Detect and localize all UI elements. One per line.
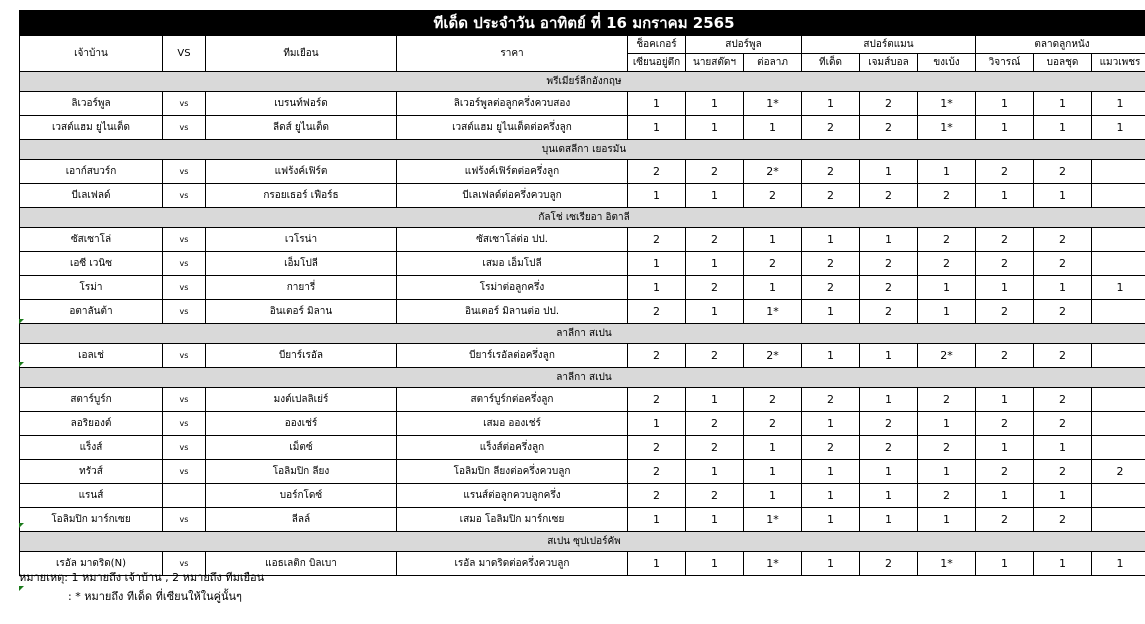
tip-cell: 2 bbox=[976, 460, 1034, 484]
price-line: ซัสเซาโล่ต่อ ปป. bbox=[397, 228, 628, 252]
header-group-talad: ตลาดลูกหนัง bbox=[976, 36, 1145, 54]
header-group-sportpool: สปอร์พูล bbox=[686, 36, 802, 54]
tip-cell: 1 bbox=[744, 436, 802, 460]
tip-cell: 2 bbox=[976, 160, 1034, 184]
tip-cell: 2 bbox=[802, 116, 860, 140]
tip-cell: 2 bbox=[860, 412, 918, 436]
header-vs: VS bbox=[163, 36, 206, 72]
header-tipster: นายสต๊ดฯ bbox=[686, 54, 744, 72]
tip-cell: 2 bbox=[628, 460, 686, 484]
header-tipster: ต่อลาภ bbox=[744, 54, 802, 72]
match-row bbox=[20, 252, 1145, 276]
tip-cell: 2* bbox=[918, 344, 976, 368]
tip-cell: 2 bbox=[976, 344, 1034, 368]
league-name: พรีเมียร์ลีกอังกฤษ bbox=[20, 72, 1145, 92]
tip-cell: 2 bbox=[628, 344, 686, 368]
away-team: แอธเลติก บิลเบา bbox=[206, 552, 397, 576]
tip-cell: 2 bbox=[1034, 412, 1092, 436]
tip-cell: 1 bbox=[860, 228, 918, 252]
header-price: ราคา bbox=[397, 36, 628, 72]
home-team: ทรัวส์ bbox=[20, 460, 163, 484]
tip-cell: 2 bbox=[860, 552, 918, 576]
tip-cell: 2 bbox=[976, 412, 1034, 436]
note-legend: หมายเหตุ: 1 หมายถึง เจ้าบ้าน , 2 หมายถึง ทีมเยือน bbox=[19, 571, 265, 584]
tip-cell: 1 bbox=[744, 484, 802, 508]
tip-cell: 1 bbox=[802, 460, 860, 484]
tip-cell: 1 bbox=[976, 276, 1034, 300]
tip-cell: 2 bbox=[744, 184, 802, 208]
tip-cell: 1 bbox=[686, 300, 744, 324]
tip-cell: 2 bbox=[918, 388, 976, 412]
tip-cell bbox=[1092, 484, 1145, 508]
tip-cell: 1 bbox=[802, 552, 860, 576]
home-team: ลิเวอร์พูล bbox=[20, 92, 163, 116]
tip-cell: 2 bbox=[802, 276, 860, 300]
tip-cell: 1 bbox=[686, 388, 744, 412]
header-group-sportsman: สปอร์ตแมน bbox=[802, 36, 976, 54]
cell-comment-marker bbox=[19, 586, 24, 591]
away-team: กายารี่ bbox=[206, 276, 397, 300]
tip-cell: 2 bbox=[860, 276, 918, 300]
match-row bbox=[20, 184, 1145, 208]
price-line: โอลิมปิก ลียงต่อครึ่งควบลูก bbox=[397, 460, 628, 484]
price-line: สตาร์บูร์กต่อครึ่งลูก bbox=[397, 388, 628, 412]
tip-cell: 1 bbox=[628, 276, 686, 300]
home-team: อตาลันต้า bbox=[20, 300, 163, 324]
header-tipster: บอลชุด bbox=[1034, 54, 1092, 72]
league-row bbox=[20, 140, 1145, 160]
tip-cell: 2 bbox=[686, 436, 744, 460]
vs-label: vs bbox=[163, 252, 206, 276]
tip-cell: 1 bbox=[686, 116, 744, 140]
league-name: บุนเดสลีกา เยอรมัน bbox=[20, 140, 1145, 160]
vs-label: vs bbox=[163, 276, 206, 300]
tip-cell: 2 bbox=[744, 388, 802, 412]
tips-table bbox=[19, 10, 1145, 576]
vs-label: vs bbox=[163, 184, 206, 208]
tip-cell: 2 bbox=[918, 436, 976, 460]
tip-cell: 1 bbox=[976, 116, 1034, 140]
tip-cell: 2 bbox=[918, 184, 976, 208]
match-row bbox=[20, 484, 1145, 508]
vs-label: vs bbox=[163, 344, 206, 368]
tip-cell: 1 bbox=[744, 460, 802, 484]
price-line: โรม่าต่อลูกครึ่ง bbox=[397, 276, 628, 300]
match-row bbox=[20, 460, 1145, 484]
tip-cell: 2 bbox=[628, 484, 686, 508]
price-line: ลิเวอร์พูลต่อลูกครึ่งควบสอง bbox=[397, 92, 628, 116]
tip-cell: 2 bbox=[628, 228, 686, 252]
tip-cell: 1 bbox=[628, 184, 686, 208]
price-line: บีเลเฟลด์ต่อครึ่งควบลูก bbox=[397, 184, 628, 208]
away-team: ลีดส์ ยูไนเต็ด bbox=[206, 116, 397, 140]
tips-body bbox=[20, 72, 1145, 576]
cell-comment-marker bbox=[19, 319, 24, 324]
away-team: แฟร้งค์เฟิร์ต bbox=[206, 160, 397, 184]
tip-cell: 2 bbox=[1034, 460, 1092, 484]
tip-cell bbox=[1092, 344, 1145, 368]
tip-cell: 2 bbox=[1092, 460, 1145, 484]
away-team: โอลิมปิก ลียง bbox=[206, 460, 397, 484]
league-name: ลาลีกา สเปน bbox=[20, 324, 1145, 344]
price-line: เสมอ เอ็มโปลี bbox=[397, 252, 628, 276]
tip-cell: 1 bbox=[628, 552, 686, 576]
cell-comment-marker bbox=[19, 362, 24, 367]
header-tipster: เซียนอยู่ตึก bbox=[628, 54, 686, 72]
tip-cell: 1 bbox=[802, 412, 860, 436]
tip-cell: 1 bbox=[1034, 484, 1092, 508]
home-team: เวสต์แฮม ยูไนเต็ด bbox=[20, 116, 163, 140]
header-away: ทีมเยือน bbox=[206, 36, 397, 72]
tip-cell: 2 bbox=[860, 252, 918, 276]
tip-cell: 1 bbox=[802, 92, 860, 116]
away-team: เอ็มโปลี bbox=[206, 252, 397, 276]
tip-cell: 2 bbox=[628, 160, 686, 184]
vs-label: vs bbox=[163, 412, 206, 436]
home-team: แรนส์ bbox=[20, 484, 163, 508]
tip-cell: 2 bbox=[1034, 252, 1092, 276]
league-row bbox=[20, 368, 1145, 388]
match-row bbox=[20, 116, 1145, 140]
tip-cell: 1 bbox=[744, 228, 802, 252]
away-team: บอร์กโดซ์ bbox=[206, 484, 397, 508]
tip-cell: 1* bbox=[918, 552, 976, 576]
tip-cell bbox=[1092, 160, 1145, 184]
tip-cell: 1 bbox=[1092, 116, 1145, 140]
tip-cell: 2 bbox=[686, 484, 744, 508]
tip-cell: 1 bbox=[918, 460, 976, 484]
away-team: มงต์เปลลิเย่ร์ bbox=[206, 388, 397, 412]
home-team: เอาก์สบวร์ก bbox=[20, 160, 163, 184]
tip-cell: 1 bbox=[744, 116, 802, 140]
tip-cell: 1 bbox=[1034, 184, 1092, 208]
notes bbox=[19, 568, 264, 606]
match-row bbox=[20, 436, 1145, 460]
tip-cell: 2 bbox=[802, 436, 860, 460]
vs-label: vs bbox=[163, 116, 206, 140]
tip-cell: 1 bbox=[686, 252, 744, 276]
league-row bbox=[20, 72, 1145, 92]
tip-cell: 1* bbox=[918, 116, 976, 140]
header-tipster: เจมส์บอล bbox=[860, 54, 918, 72]
tip-cell: 1 bbox=[744, 276, 802, 300]
tip-cell: 2* bbox=[744, 344, 802, 368]
league-name: ลาลีกา สเปน bbox=[20, 368, 1145, 388]
price-line: เวสต์แฮม ยูไนเต็ดต่อครึ่งลูก bbox=[397, 116, 628, 140]
note-star: : * หมายถึง ทีเด็ด ที่เซียนให้ในคู่นั้นๆ bbox=[68, 590, 242, 603]
home-team: บีเลเฟลด์ bbox=[20, 184, 163, 208]
price-line: บียาร์เรอัลต่อครึ่งลูก bbox=[397, 344, 628, 368]
tip-cell bbox=[1092, 252, 1145, 276]
tip-cell: 1 bbox=[686, 460, 744, 484]
tip-cell: 2 bbox=[686, 344, 744, 368]
match-row bbox=[20, 300, 1145, 324]
tip-cell: 1 bbox=[976, 388, 1034, 412]
tip-cell bbox=[1092, 228, 1145, 252]
tip-cell: 2 bbox=[976, 508, 1034, 532]
tips-sheet bbox=[19, 10, 1141, 576]
tip-cell bbox=[1092, 184, 1145, 208]
tip-cell: 1 bbox=[686, 552, 744, 576]
tip-cell: 1 bbox=[860, 460, 918, 484]
tip-cell: 1 bbox=[1034, 276, 1092, 300]
away-team: เวโรน่า bbox=[206, 228, 397, 252]
tip-cell: 1 bbox=[686, 92, 744, 116]
tip-cell: 1 bbox=[1034, 92, 1092, 116]
header-tipster: แมวเพชร bbox=[1092, 54, 1145, 72]
vs-label: vs bbox=[163, 228, 206, 252]
tip-cell: 1 bbox=[976, 484, 1034, 508]
away-team: อินเตอร์ มิลาน bbox=[206, 300, 397, 324]
tip-cell: 1* bbox=[744, 508, 802, 532]
tip-cell: 1 bbox=[976, 184, 1034, 208]
home-team: เอลเช่ bbox=[20, 344, 163, 368]
tip-cell: 1 bbox=[860, 160, 918, 184]
away-team: กรอยเธอร์ เฟือร์ธ bbox=[206, 184, 397, 208]
tip-cell: 2 bbox=[802, 252, 860, 276]
tip-cell: 1 bbox=[918, 276, 976, 300]
home-team: เรอัล มาดริด(N) bbox=[20, 552, 163, 576]
tip-cell: 1 bbox=[802, 228, 860, 252]
tip-cell: 1 bbox=[802, 484, 860, 508]
league-row bbox=[20, 532, 1145, 552]
price-line: เสมอ โอลิมปิก มาร์กเซย bbox=[397, 508, 628, 532]
tip-cell: 2 bbox=[976, 252, 1034, 276]
tip-cell: 2 bbox=[686, 228, 744, 252]
tip-cell: 1 bbox=[918, 300, 976, 324]
page-title: ทีเด็ด ประจำวัน อาทิตย์ ที่ 16 มกราคม 2565 bbox=[20, 11, 1145, 36]
tip-cell: 1 bbox=[686, 508, 744, 532]
tip-cell: 2 bbox=[802, 184, 860, 208]
tip-cell: 2 bbox=[1034, 344, 1092, 368]
tip-cell: 2 bbox=[628, 388, 686, 412]
tip-cell: 1 bbox=[802, 508, 860, 532]
tip-cell: 2 bbox=[686, 412, 744, 436]
price-line: แร็งส์ต่อครึ่งลูก bbox=[397, 436, 628, 460]
tip-cell: 2 bbox=[860, 300, 918, 324]
tip-cell: 1* bbox=[744, 92, 802, 116]
match-row bbox=[20, 228, 1145, 252]
vs-label: vs bbox=[163, 388, 206, 412]
league-name: กัลโช่ เซเรียอา อิตาลี bbox=[20, 208, 1145, 228]
tip-cell: 1 bbox=[860, 344, 918, 368]
price-line: เรอัล มาดริดต่อครึ่งควบลูก bbox=[397, 552, 628, 576]
tip-cell bbox=[1092, 436, 1145, 460]
tip-cell: 1* bbox=[918, 92, 976, 116]
tip-cell: 1 bbox=[1092, 92, 1145, 116]
tip-cell bbox=[1092, 300, 1145, 324]
home-team: ลอริยองต์ bbox=[20, 412, 163, 436]
tip-cell: 2 bbox=[860, 92, 918, 116]
vs-label: vs bbox=[163, 300, 206, 324]
tip-cell: 1 bbox=[860, 508, 918, 532]
tip-cell: 2 bbox=[976, 300, 1034, 324]
tip-cell bbox=[1092, 508, 1145, 532]
tip-cell: 2 bbox=[1034, 160, 1092, 184]
tip-cell: 1 bbox=[1034, 116, 1092, 140]
tip-cell: 1 bbox=[918, 412, 976, 436]
league-name: สเปน ซุปเปอร์คัพ bbox=[20, 532, 1145, 552]
tip-cell bbox=[1092, 412, 1145, 436]
tip-cell: 1 bbox=[802, 300, 860, 324]
header-tipster: ขงเบ้ง bbox=[918, 54, 976, 72]
match-row bbox=[20, 276, 1145, 300]
header-home: เจ้าบ้าน bbox=[20, 36, 163, 72]
vs-label: vs bbox=[163, 160, 206, 184]
away-team: เบรนท์ฟอร์ด bbox=[206, 92, 397, 116]
home-team: แร็งส์ bbox=[20, 436, 163, 460]
home-team: เอซี เวนิซ bbox=[20, 252, 163, 276]
tip-cell: 1 bbox=[628, 92, 686, 116]
tip-cell: 1* bbox=[744, 300, 802, 324]
match-row bbox=[20, 92, 1145, 116]
tip-cell: 1 bbox=[628, 116, 686, 140]
tip-cell: 2 bbox=[686, 276, 744, 300]
tip-cell: 2* bbox=[744, 160, 802, 184]
tip-cell: 2 bbox=[860, 184, 918, 208]
tip-cell: 1 bbox=[976, 92, 1034, 116]
tip-cell: 1 bbox=[1034, 552, 1092, 576]
tip-cell: 1 bbox=[1034, 436, 1092, 460]
header-group-shocker: ช็อคเกอร์ bbox=[628, 36, 686, 54]
home-team: โรม่า bbox=[20, 276, 163, 300]
tip-cell: 1 bbox=[628, 252, 686, 276]
tip-cell bbox=[1092, 388, 1145, 412]
tip-cell: 2 bbox=[1034, 300, 1092, 324]
price-line: อินเตอร์ มิลานต่อ ปป. bbox=[397, 300, 628, 324]
price-line: แรนส์ต่อลูกควบลูกครึ่ง bbox=[397, 484, 628, 508]
vs-label: vs bbox=[163, 508, 206, 532]
tip-cell: 2 bbox=[686, 160, 744, 184]
price-line: เสมอ อองเช่ร์ bbox=[397, 412, 628, 436]
vs-label bbox=[163, 484, 206, 508]
price-line: แฟร้งค์เฟิร์ตต่อครึ่งลูก bbox=[397, 160, 628, 184]
home-team: ซัสเซาโล่ bbox=[20, 228, 163, 252]
vs-label: vs bbox=[163, 460, 206, 484]
tip-cell: 2 bbox=[802, 160, 860, 184]
tip-cell: 2 bbox=[1034, 388, 1092, 412]
match-row bbox=[20, 412, 1145, 436]
match-row bbox=[20, 344, 1145, 368]
tip-cell: 1 bbox=[1092, 552, 1145, 576]
tip-cell: 2 bbox=[976, 228, 1034, 252]
tip-cell: 1 bbox=[1092, 276, 1145, 300]
tip-cell: 1 bbox=[918, 508, 976, 532]
vs-label: vs bbox=[163, 92, 206, 116]
tip-cell: 2 bbox=[860, 116, 918, 140]
tip-cell: 2 bbox=[918, 484, 976, 508]
away-team: อองเช่ร์ bbox=[206, 412, 397, 436]
tip-cell: 2 bbox=[628, 300, 686, 324]
tip-cell: 1 bbox=[628, 508, 686, 532]
home-team: สตาร์บูร์ก bbox=[20, 388, 163, 412]
match-row bbox=[20, 160, 1145, 184]
tip-cell: 1 bbox=[802, 344, 860, 368]
vs-label: vs bbox=[163, 436, 206, 460]
tip-cell: 2 bbox=[1034, 508, 1092, 532]
tip-cell: 1 bbox=[686, 184, 744, 208]
tip-cell: 1 bbox=[860, 388, 918, 412]
tip-cell: 1 bbox=[628, 412, 686, 436]
away-team: ลีลล์ bbox=[206, 508, 397, 532]
away-team: บียาร์เรอัล bbox=[206, 344, 397, 368]
vs-label: vs bbox=[163, 552, 206, 576]
cell-comment-marker bbox=[19, 523, 24, 528]
tip-cell: 2 bbox=[918, 252, 976, 276]
tip-cell: 2 bbox=[744, 252, 802, 276]
tip-cell: 2 bbox=[918, 228, 976, 252]
tip-cell: 2 bbox=[628, 436, 686, 460]
league-row bbox=[20, 208, 1145, 228]
tip-cell: 1* bbox=[744, 552, 802, 576]
tip-cell: 1 bbox=[976, 552, 1034, 576]
match-row bbox=[20, 508, 1145, 532]
tip-cell: 2 bbox=[860, 436, 918, 460]
away-team: เม็ตซ์ bbox=[206, 436, 397, 460]
header-tipster: วิจารณ์ bbox=[976, 54, 1034, 72]
league-row bbox=[20, 324, 1145, 344]
tip-cell: 2 bbox=[744, 412, 802, 436]
header-tipster: ทีเด็ด bbox=[802, 54, 860, 72]
tip-cell: 1 bbox=[918, 160, 976, 184]
tip-cell: 2 bbox=[802, 388, 860, 412]
tip-cell: 2 bbox=[1034, 228, 1092, 252]
home-team: โอลิมปิก มาร์กเซย bbox=[20, 508, 163, 532]
tip-cell: 1 bbox=[976, 436, 1034, 460]
match-row bbox=[20, 388, 1145, 412]
tip-cell: 1 bbox=[860, 484, 918, 508]
